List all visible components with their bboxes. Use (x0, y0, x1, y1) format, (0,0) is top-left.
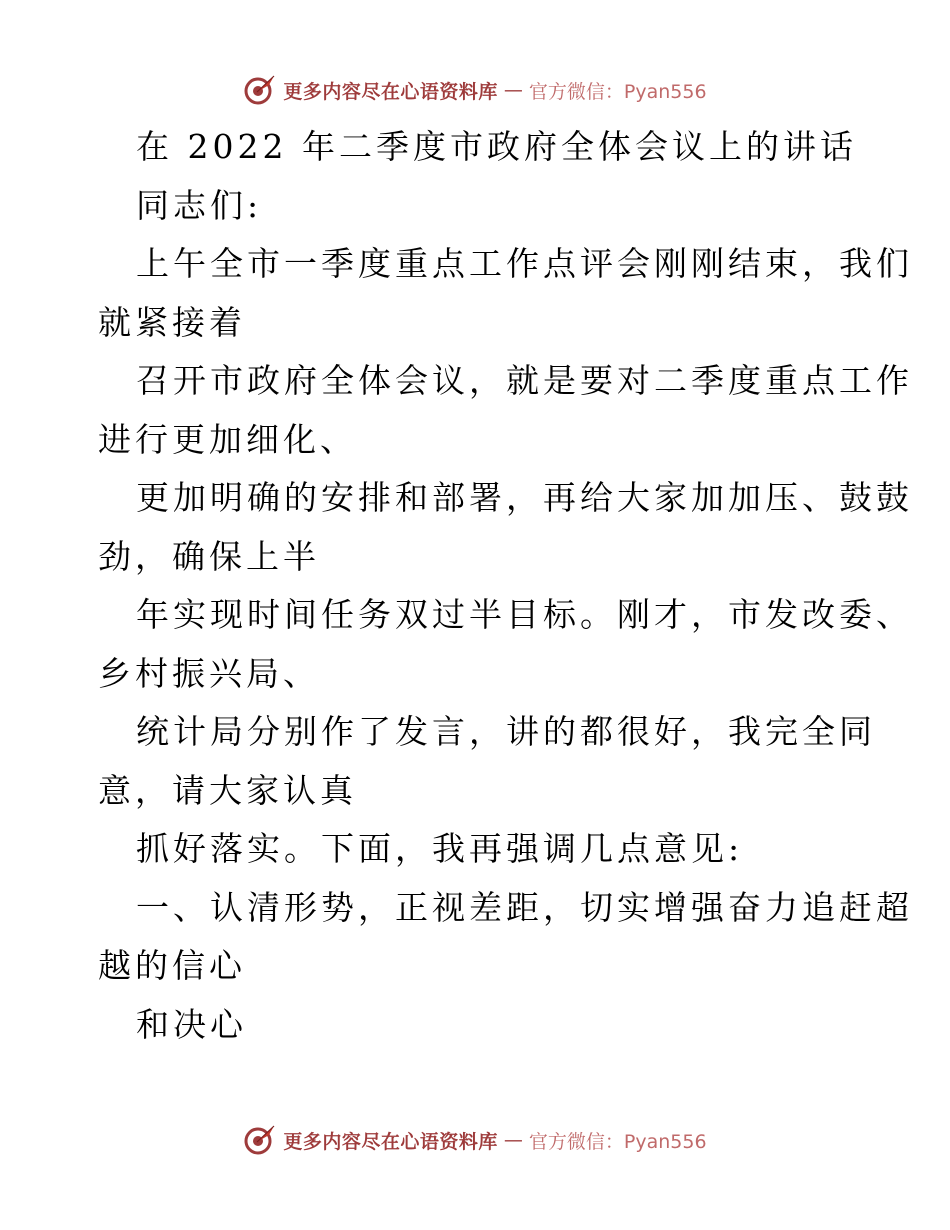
paragraph-line: 年实现时间任务双过半目标。刚才，市发改委、 (136, 595, 913, 634)
paragraph-line: 乡村振兴局、 (98, 653, 320, 693)
header-watermark (0, 72, 950, 108)
watermark-contact: 官方微信：Pyan556 (528, 80, 707, 103)
paragraph-line: 劲，确保上半 (98, 536, 320, 576)
watermark-text: 更多内容尽在心语资料库 (283, 1130, 498, 1153)
quill-logo-icon (243, 1123, 277, 1157)
paragraph-line: 召开市政府全体会议，就是要对二季度重点工作 (136, 361, 913, 400)
paragraph-line: 就紧接着 (98, 302, 246, 342)
paragraph-line: 上午全市一季度重点工作点评会刚刚结束，我们 (136, 244, 913, 283)
watermark-text: 更多内容尽在心语资料库 (283, 80, 498, 103)
paragraph-line: 更加明确的安排和部署，再给大家加加压、鼓鼓 (136, 478, 913, 517)
watermark-separator: — (503, 79, 523, 101)
watermark-contact: 官方微信：Pyan556 (528, 1130, 707, 1153)
section-heading-line: 一、认清形势，正视差距，切实增强奋力追赶超 (136, 887, 913, 927)
paragraph-line: 意，请大家认真 (98, 770, 357, 810)
salutation: 同志们: (136, 185, 263, 225)
watermark-separator: — (503, 1129, 523, 1151)
section-heading-line: 和决心 (136, 1004, 247, 1044)
footer-watermark (0, 1122, 950, 1158)
document-title: 在 2022 年二季度市政府全体会议上的讲话 (136, 127, 857, 166)
paragraph-line: 统计局分别作了发言，讲的都很好，我完全同 (136, 712, 876, 751)
document-body (98, 118, 913, 1054)
quill-logo-icon (243, 73, 277, 107)
paragraph-line: 进行更加细化、 (98, 419, 357, 459)
section-heading-line: 越的信心 (98, 946, 246, 985)
paragraph-line: 抓好落实。下面，我再强调几点意见: (136, 829, 744, 868)
